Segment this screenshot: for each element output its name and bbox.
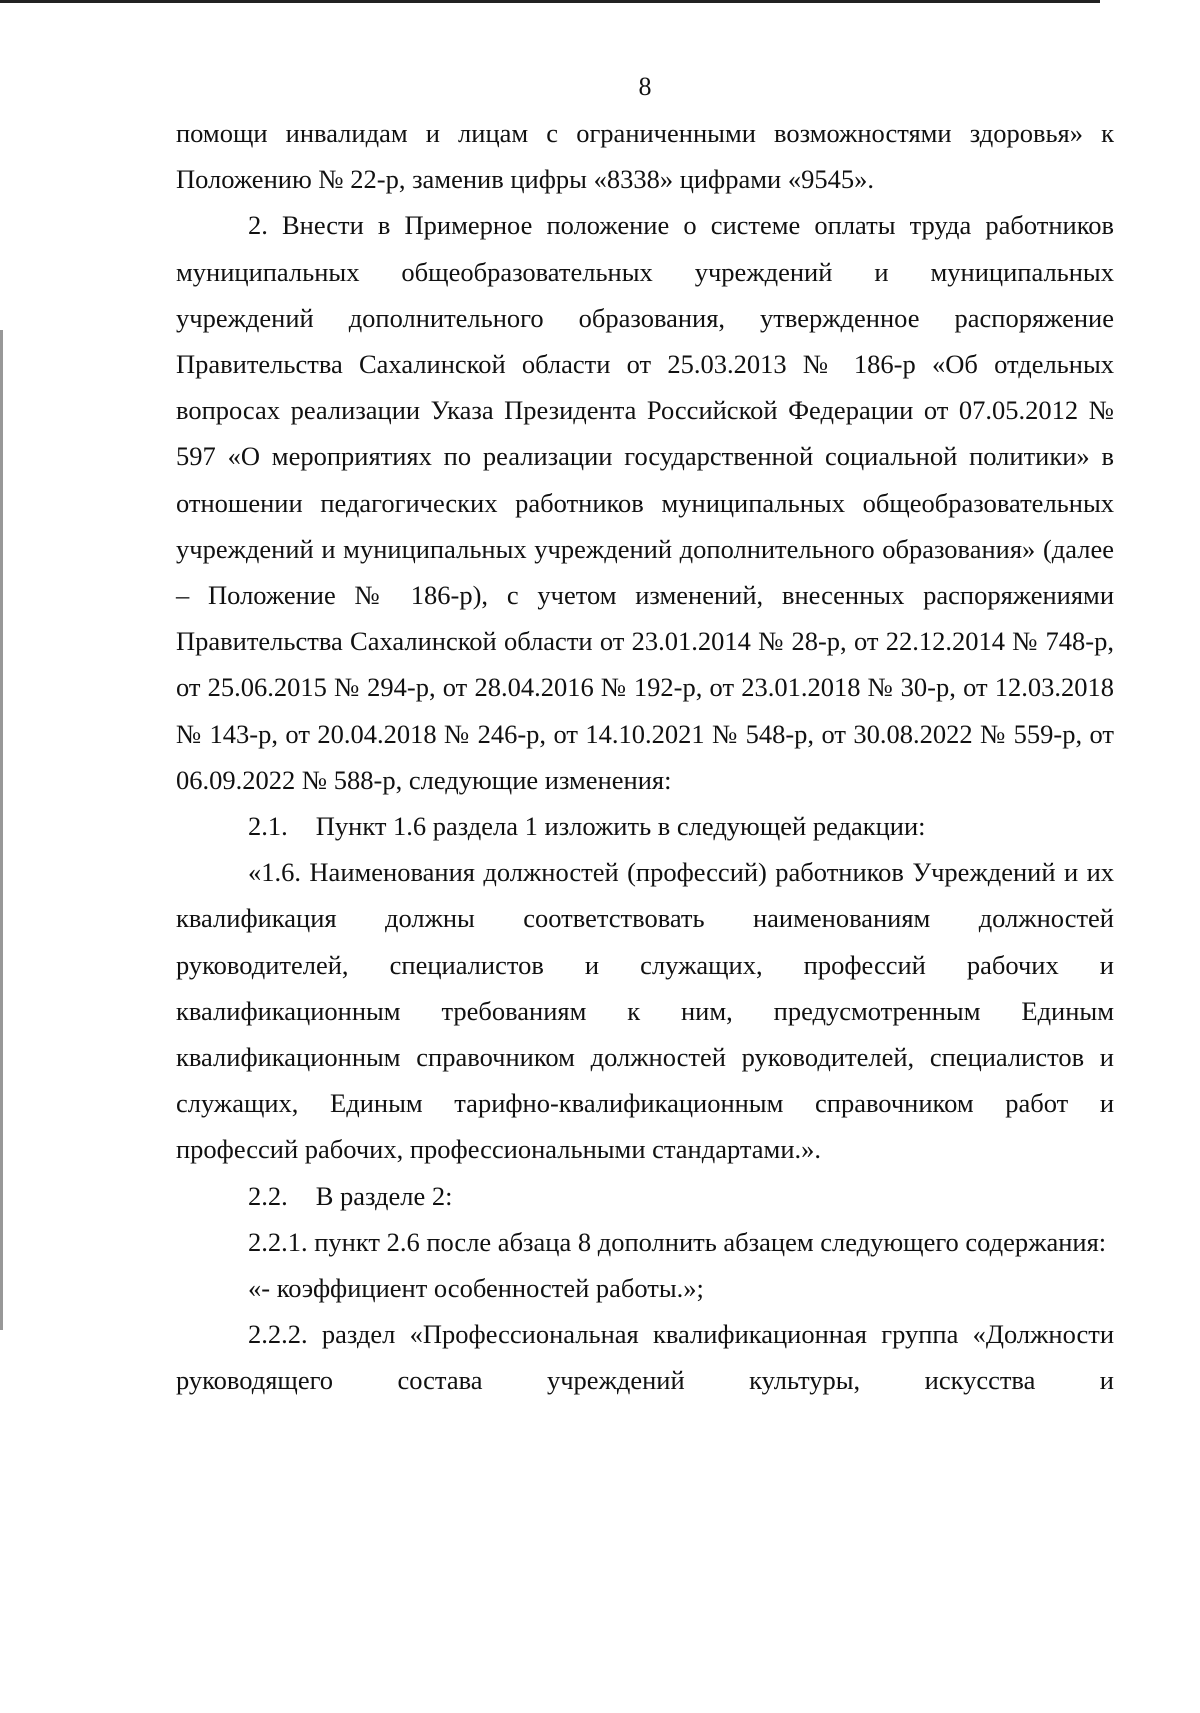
page-number: 8: [638, 72, 652, 101]
item-text: В разделе 2:: [315, 1180, 453, 1211]
item-text: Пункт 1.6 раздела 1 изложить в следующей редакции:: [315, 811, 926, 842]
paragraph-item-2: 2. Внести в Примерное положение о системе оплаты труда работников муниципальных общеобразовательных учреждений и муниципальных учреждений дополнительного образования, утвержденное распоряжение Правительства Сахалинской области от 25.03.2013 № 186-р «Об отдельных вопросах реализации Указа Президента Российской Федерации от 07.05.2012 № 597 «О мероприятиях по реализации государственной социальной политики» в отношении педагогических работников муниципальных общеобразовательных учреждений и муниципальных учреждений дополнительного образования» (далее – Положение № 186-р), с учетом изменений, внесенных распоряжениями Правительства Сахалинской области от 23.01.2014 № 28-р, от 22.12.2014 № 748-р, от 25.06.2015 № 294-р, от 28.04.2016 № 192-р, от 23.01.2018 № 30-р, от 12.03.2018 № 143-р, от 20.04.2018 № 246-р, от 14.10.2021 № 548-р, от 30.08.2022 № 559-р, от 06.09.2022 № 588-р, следующие изменения:: [176, 210, 1114, 795]
paragraph-quote-coefficient: «- коэффициент особенностей работы.»;: [248, 1273, 704, 1304]
paragraph-item-2-2: [176, 1173, 1114, 1219]
paragraph-item-2-2-1: 2.2.1. пункт 2.6 после абзаца 8 дополнить абзацем следующего содержания:: [248, 1226, 1107, 1257]
paragraph-item-2-2-2: 2.2.2. раздел «Профессиональная квалификационная группа «Должности руководящего состава учреждений культуры, искусства и: [176, 1319, 1114, 1396]
scan-top-border: [0, 0, 1100, 3]
paragraph-quote-1-6: «1.6. Наименования должностей (профессий) работников Учреждений и их квалификация должны соответствовать наименованиям должностей руководителей, специалистов и служащих, профессий рабочих и квалификационным требованиям к ним, предусмотренным Единым квалификационным справочником должностей руководителей, специалистов и служащих, Единым тарифно-квалификационным справочником работ и профессий рабочих, профессиональными стандартами.».: [176, 857, 1114, 1165]
paragraph-continuation: помощи инвалидам и лицам с ограниченными возможностями здоровья» к Положению № 22-р, заменив цифры «8338» цифрами «9545».: [176, 118, 1114, 195]
document-body: [176, 110, 1114, 1404]
paragraph-item-2-1: [176, 803, 1114, 849]
scan-left-edge: [0, 330, 3, 1330]
item-number: 2.2.: [248, 1180, 288, 1211]
item-number: 2.1.: [248, 811, 288, 842]
